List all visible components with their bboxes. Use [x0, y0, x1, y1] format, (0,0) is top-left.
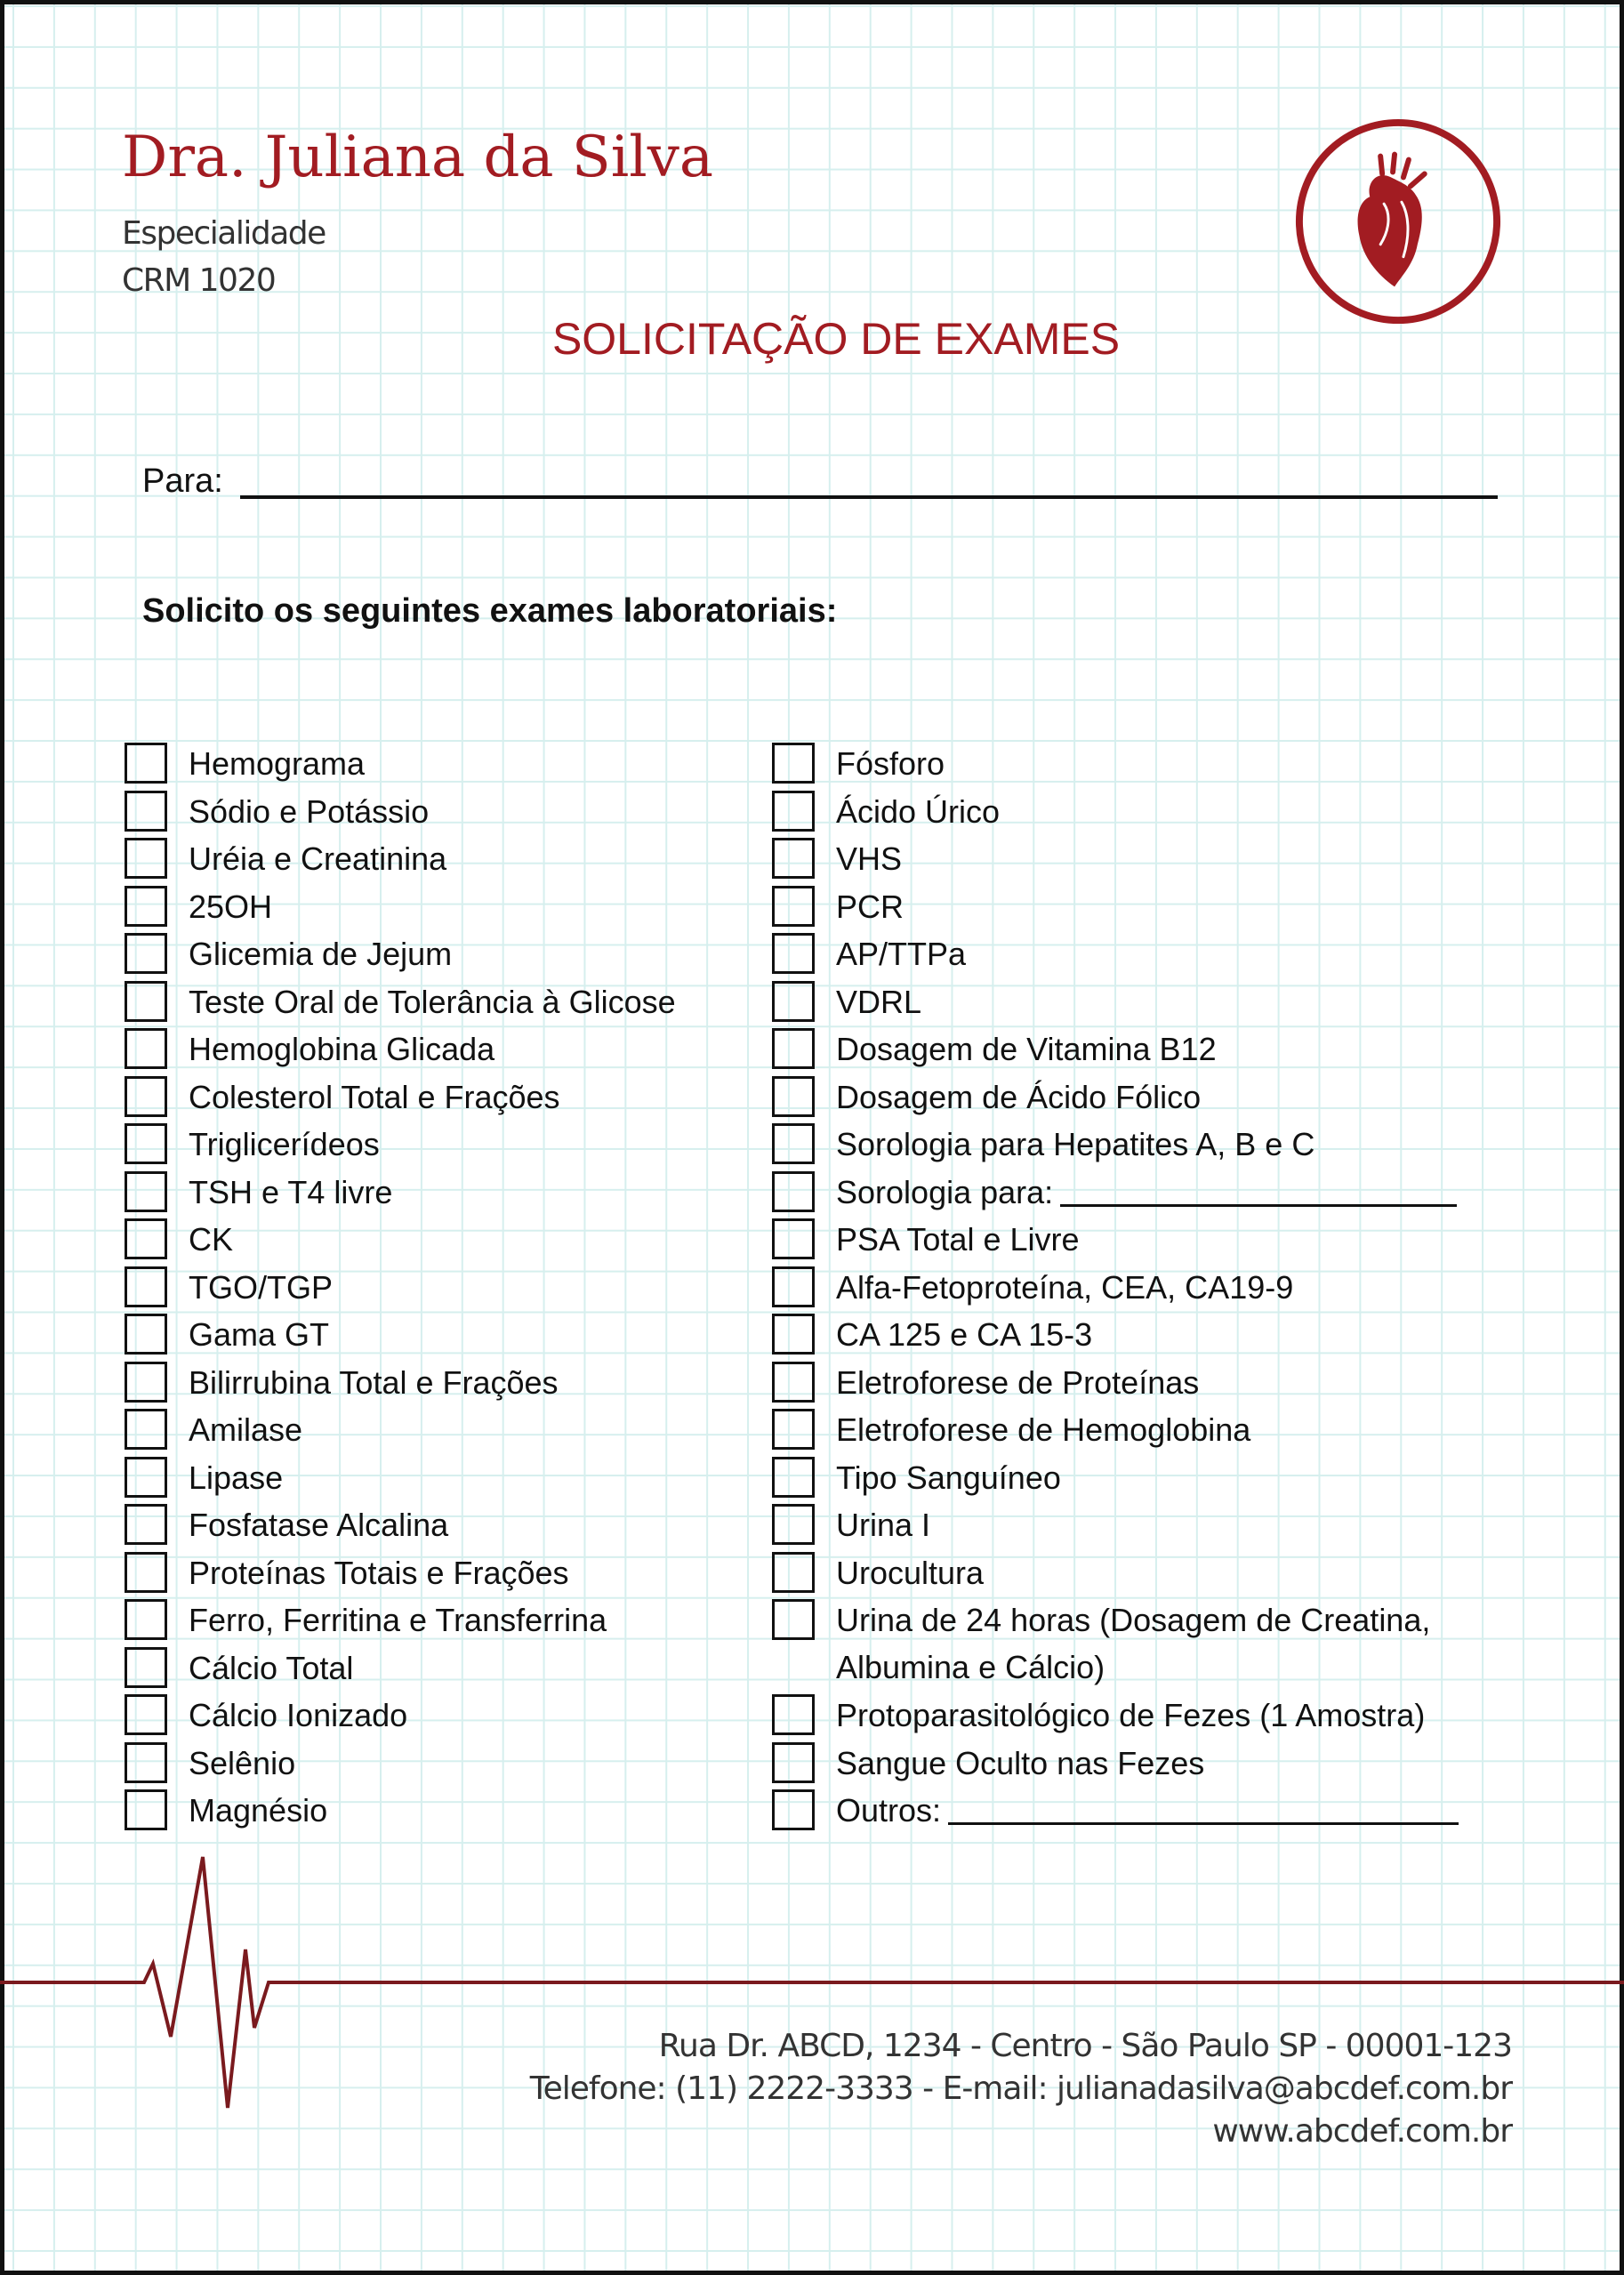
exam-label: 25OH	[189, 888, 273, 925]
exam-item[interactable]	[123, 1169, 676, 1217]
exam-item[interactable]	[770, 1025, 1482, 1073]
exam-list-right	[770, 740, 1482, 1835]
exam-item[interactable]	[770, 883, 1482, 931]
request-heading: Solicito os seguintes exames laboratoriais:	[142, 592, 838, 630]
exam-checkbox[interactable]	[125, 791, 167, 832]
exam-label: Sangue Oculto nas Fezes	[836, 1744, 1205, 1781]
exam-item[interactable]	[123, 1596, 676, 1644]
exam-label: Urina de 24 horas (Dosagem de Creatina, Albumina e Cálcio)	[836, 1602, 1431, 1685]
exam-item[interactable]	[123, 788, 676, 836]
exam-item[interactable]	[770, 1454, 1482, 1502]
exam-checkbox[interactable]	[772, 1266, 815, 1307]
heart-icon	[1292, 116, 1504, 327]
exam-label: Gama GT	[189, 1316, 330, 1353]
exam-label: Eletroforese de Proteínas	[836, 1363, 1200, 1401]
exam-label: VHS	[836, 840, 903, 877]
exam-checkbox[interactable]	[772, 886, 815, 927]
exam-label: Tipo Sanguíneo	[836, 1459, 1061, 1496]
exam-checkbox[interactable]	[125, 1457, 167, 1498]
exam-label: Sódio e Potássio	[189, 792, 430, 830]
exam-item[interactable]	[123, 740, 676, 788]
exam-checkbox[interactable]	[125, 1694, 167, 1735]
exam-label: Outros:	[836, 1792, 942, 1829]
exam-item[interactable]	[770, 1740, 1482, 1788]
doctor-name: Dra. Juliana da Silva	[122, 125, 713, 190]
exam-item[interactable]	[123, 1644, 676, 1692]
exam-label: Urocultura	[836, 1554, 985, 1591]
exam-label: Fósforo	[836, 745, 945, 782]
exam-checkbox[interactable]	[125, 933, 167, 974]
exam-checkbox[interactable]	[125, 1314, 167, 1355]
exam-checkbox[interactable]	[125, 1599, 167, 1640]
exam-label: Eletroforese de Hemoglobina	[836, 1411, 1251, 1448]
exam-item[interactable]	[770, 1501, 1482, 1549]
exam-label: Urina I	[836, 1507, 931, 1543]
exam-item[interactable]	[770, 1216, 1482, 1264]
doctor-crm: CRM 1020	[122, 262, 276, 299]
exam-label: Fosfatase Alcalina	[189, 1507, 449, 1543]
exam-checkbox[interactable]	[772, 1409, 815, 1450]
exam-label: CK	[189, 1221, 234, 1258]
exam-checkbox[interactable]	[125, 1552, 167, 1593]
exam-checkbox[interactable]	[125, 1123, 167, 1164]
exam-checkbox[interactable]	[772, 743, 815, 784]
exam-checkbox[interactable]	[772, 1552, 815, 1593]
exam-item[interactable]	[123, 1501, 676, 1549]
exam-label: Triglicerídeos	[189, 1126, 380, 1162]
exam-item[interactable]	[123, 1311, 676, 1359]
exam-checkbox[interactable]	[125, 981, 167, 1022]
exam-item[interactable]	[770, 1264, 1482, 1312]
exam-label: CA 125 e CA 15-3	[836, 1316, 1093, 1353]
recipient-label: Para:	[142, 462, 223, 500]
exam-label: PSA Total e Livre	[836, 1221, 1080, 1258]
exam-label: Protoparasitológico de Fezes (1 Amostra)	[836, 1697, 1426, 1733]
exam-fill-in-field[interactable]	[1060, 1204, 1457, 1207]
exam-item[interactable]	[770, 1596, 1482, 1692]
exam-label: Selênio	[189, 1744, 296, 1781]
exam-label: Dosagem de Vitamina B12	[836, 1031, 1217, 1067]
exam-item[interactable]	[123, 1216, 676, 1264]
exam-checkbox[interactable]	[125, 1218, 167, 1259]
exam-label: Glicemia de Jejum	[189, 936, 453, 972]
exam-label: Cálcio Total	[189, 1649, 354, 1686]
exam-checkbox[interactable]	[125, 1362, 167, 1403]
exam-item[interactable]	[123, 1359, 676, 1407]
exam-item[interactable]	[123, 930, 676, 978]
exam-label: Cálcio Ionizado	[189, 1697, 408, 1733]
exam-item[interactable]	[770, 1121, 1482, 1169]
exam-item[interactable]	[770, 1169, 1482, 1217]
exam-item[interactable]	[770, 1692, 1482, 1740]
exam-label: Hemograma	[189, 745, 366, 782]
exam-item[interactable]	[770, 1787, 1482, 1835]
exam-label: Dosagem de Ácido Fólico	[836, 1078, 1202, 1115]
exam-checkbox[interactable]	[772, 838, 815, 879]
exam-checkbox[interactable]	[772, 1362, 815, 1403]
recipient-field[interactable]	[240, 495, 1498, 499]
exam-label: AP/TTPa	[836, 936, 967, 972]
exam-label: Lipase	[189, 1459, 284, 1496]
exam-checkbox[interactable]	[125, 1742, 167, 1783]
exam-label: TGO/TGP	[189, 1268, 333, 1306]
exam-item[interactable]	[770, 1406, 1482, 1454]
exam-list-left	[123, 740, 676, 1835]
exam-item[interactable]	[123, 1406, 676, 1454]
exam-checkbox[interactable]	[772, 1789, 815, 1830]
exam-item[interactable]	[770, 978, 1482, 1026]
exam-item[interactable]	[123, 883, 676, 931]
exam-item[interactable]	[770, 1311, 1482, 1359]
exam-item[interactable]	[123, 1740, 676, 1788]
exam-item[interactable]	[123, 978, 676, 1026]
exam-checkbox[interactable]	[772, 1504, 815, 1545]
exam-item[interactable]	[770, 930, 1482, 978]
exam-item[interactable]	[770, 1359, 1482, 1407]
exam-checkbox[interactable]	[125, 1409, 167, 1450]
exam-label: Alfa-Fetoproteína, CEA, CA19-9	[836, 1268, 1294, 1306]
exam-item[interactable]	[770, 1073, 1482, 1121]
exam-item[interactable]	[123, 1549, 676, 1597]
exam-item[interactable]	[123, 1787, 676, 1835]
exam-item[interactable]	[123, 1025, 676, 1073]
exam-label: Magnésio	[189, 1792, 328, 1829]
exam-checkbox[interactable]	[772, 1457, 815, 1498]
exam-checkbox[interactable]	[125, 1076, 167, 1117]
exam-label: PCR	[836, 888, 904, 925]
exam-checkbox[interactable]	[772, 791, 815, 832]
exam-checkbox[interactable]	[772, 1123, 815, 1164]
footer-contact: Telefone: (11) 2222-3333 - E-mail: julianadasilva@abcdef.com.br	[529, 2070, 1512, 2107]
exam-checkbox[interactable]	[772, 1218, 815, 1259]
exam-checkbox[interactable]	[125, 1028, 167, 1069]
exam-fill-in-field[interactable]	[948, 1822, 1459, 1825]
footer-website: www.abcdef.com.br	[1212, 2113, 1512, 2150]
exam-label: TSH e T4 livre	[189, 1173, 393, 1210]
exam-checkbox[interactable]	[772, 1076, 815, 1117]
exam-item[interactable]	[123, 1264, 676, 1312]
exam-checkbox[interactable]	[125, 1266, 167, 1307]
exam-item[interactable]	[123, 835, 676, 883]
exam-label: Sorologia para Hepatites A, B e C	[836, 1126, 1315, 1162]
footer-address: Rua Dr. ABCD, 1234 - Centro - São Paulo SP - 00001-123	[658, 2028, 1512, 2064]
form-title: SOLICITAÇÃO DE EXAMES	[551, 314, 1121, 364]
exam-checkbox[interactable]	[772, 981, 815, 1022]
doctor-specialty: Especialidade	[122, 215, 326, 252]
exam-item[interactable]	[770, 835, 1482, 883]
exam-checkbox[interactable]	[772, 933, 815, 974]
exam-label: VDRL	[836, 983, 922, 1020]
exam-checkbox[interactable]	[125, 1789, 167, 1830]
exam-checkbox[interactable]	[125, 1171, 167, 1212]
exam-checkbox[interactable]	[772, 1171, 815, 1212]
exam-checkbox[interactable]	[772, 1028, 815, 1069]
exam-checkbox[interactable]	[772, 1599, 815, 1640]
exam-checkbox[interactable]	[125, 743, 167, 784]
exam-item[interactable]	[123, 1073, 676, 1121]
exam-checkbox[interactable]	[772, 1742, 815, 1783]
exam-checkbox[interactable]	[125, 838, 167, 879]
exam-item[interactable]	[123, 1121, 676, 1169]
exam-label: Sorologia para:	[836, 1173, 1054, 1210]
exam-label: Teste Oral de Tolerância à Glicose	[189, 983, 676, 1020]
exam-item[interactable]	[123, 1692, 676, 1740]
exam-label: Bilirrubina Total e Frações	[189, 1363, 559, 1401]
exam-item[interactable]	[770, 788, 1482, 836]
exam-item[interactable]	[123, 1454, 676, 1502]
exam-label: Uréia e Creatinina	[189, 840, 447, 877]
exam-checkbox[interactable]	[772, 1694, 815, 1735]
exam-label: Proteínas Totais e Frações	[189, 1554, 569, 1591]
exam-item[interactable]	[770, 740, 1482, 788]
exam-label: Hemoglobina Glicada	[189, 1031, 495, 1067]
exam-checkbox[interactable]	[125, 886, 167, 927]
exam-checkbox[interactable]	[125, 1647, 167, 1688]
exam-label: Ácido Úrico	[836, 792, 1001, 830]
exam-checkbox[interactable]	[772, 1314, 815, 1355]
exam-checkbox[interactable]	[125, 1504, 167, 1545]
exam-label: Colesterol Total e Frações	[189, 1078, 560, 1115]
exam-label: Ferro, Ferritina e Transferrina	[189, 1602, 607, 1638]
exam-label: Amilase	[189, 1411, 303, 1448]
exam-item[interactable]	[770, 1549, 1482, 1597]
